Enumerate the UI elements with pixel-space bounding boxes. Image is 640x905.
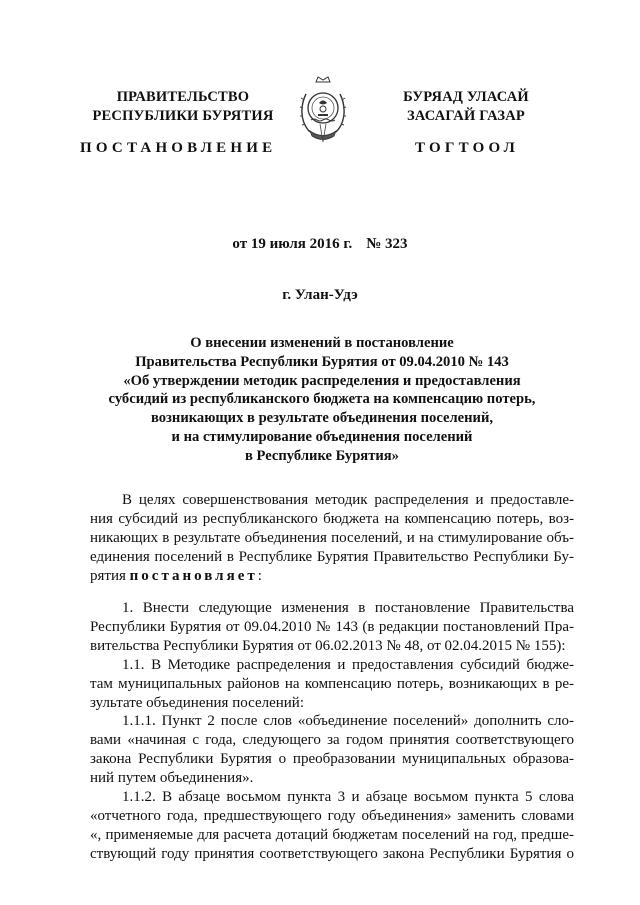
document-number: № 323	[366, 236, 408, 252]
text-line: никающих в результате объединения поселений, и на стимулирование объ-	[90, 529, 574, 546]
text-fragment: рятия	[90, 567, 130, 584]
text-line: 1.1. В Методике распределения и предоставления субсидий бюдже-	[122, 656, 574, 673]
text-line: 1.1.1. Пункт 2 после слов «объединение поселений» дополнить сло-	[122, 713, 574, 730]
title-line: О внесении изменений в постановление	[190, 335, 454, 351]
text-line	[90, 567, 574, 586]
government-name-russian	[78, 88, 288, 126]
resolves-word: постановляет	[129, 567, 258, 584]
coat-of-arms-icon	[298, 76, 348, 146]
text-fragment: :	[257, 567, 262, 584]
text-line: ний путем объединения».	[90, 770, 254, 787]
preamble-paragraph	[90, 491, 574, 586]
header-right-line: ЗАСАГАЙ ГАЗАР	[407, 108, 525, 124]
title-line: «Об утверждении методик распределения и предоставления	[123, 372, 521, 389]
document-type-russian: ПОСТАНОВЛЕНИЕ	[80, 140, 277, 156]
text-line: ствующий году принятия соответствующего закона Республики Бурятия о	[90, 845, 574, 862]
date-and-number	[0, 236, 640, 253]
text-line: зультате объединения поселений:	[90, 694, 304, 711]
text-line: там муниципальных районов на компенсацию потерь, возникающих в ре-	[90, 675, 574, 692]
text-line: 1. Внести следующие изменения в постановление Правительства	[122, 600, 574, 616]
title-line: Правительства Республики Бурятия от 09.04.2010 № 143	[135, 353, 509, 370]
text-line: «отчетного года, предшествующего году объединения» заменить словами	[90, 807, 574, 824]
text-line: ния субсидий из республиканского бюджета на компенсацию потерь, воз-	[90, 510, 574, 527]
text-line: единения поселений в Республике Бурятия Правительство Республики Бу-	[90, 548, 574, 565]
decree-body	[90, 599, 574, 864]
text-line: вительства Республики Бурятия от 06.02.2013 № 48, от 02.04.2015 № 155):	[90, 637, 566, 654]
title-line: субсидий из республиканского бюджета на компенсацию потерь,	[108, 391, 536, 408]
text-line: закона Республики Бурятия о преобразовании муниципальных образова-	[90, 751, 574, 768]
text-line: вами «начиная с года, следующего за годом принятия соответствующего	[90, 732, 574, 749]
header-left-line: РЕСПУБЛИКИ БУРЯТИЯ	[92, 108, 274, 124]
text-line: В целях совершенствования методик распределения и предоставле-	[122, 492, 574, 508]
header-right-line: БУРЯАД УЛАСАЙ	[403, 89, 529, 105]
document-type-buryat: ТОГТООЛ	[415, 140, 519, 156]
title-line: возникающих в результате объединения поселений,	[150, 410, 494, 427]
title-line: в Республике Бурятия»	[245, 447, 399, 464]
title-line: и на стимулирование объединения поселений	[171, 428, 473, 445]
text-line: 1.1.2. В абзаце восьмом пункта 3 и абзаце восьмом пункта 5 слова	[122, 789, 574, 806]
document-date: от 19 июля 2016 г.	[232, 236, 353, 252]
header-left-line: ПРАВИТЕЛЬСТВО	[116, 89, 250, 105]
document-title	[80, 334, 564, 466]
city-name: г. Улан-Удэ	[282, 287, 358, 303]
text-line: Республики Бурятия от 09.04.2010 № 143 (в редакции постановлений Пра-	[90, 618, 574, 635]
text-line: «, применяемые для расчета дотаций бюджетам поселений на год, предше-	[90, 826, 574, 843]
government-name-buryat	[366, 88, 566, 126]
